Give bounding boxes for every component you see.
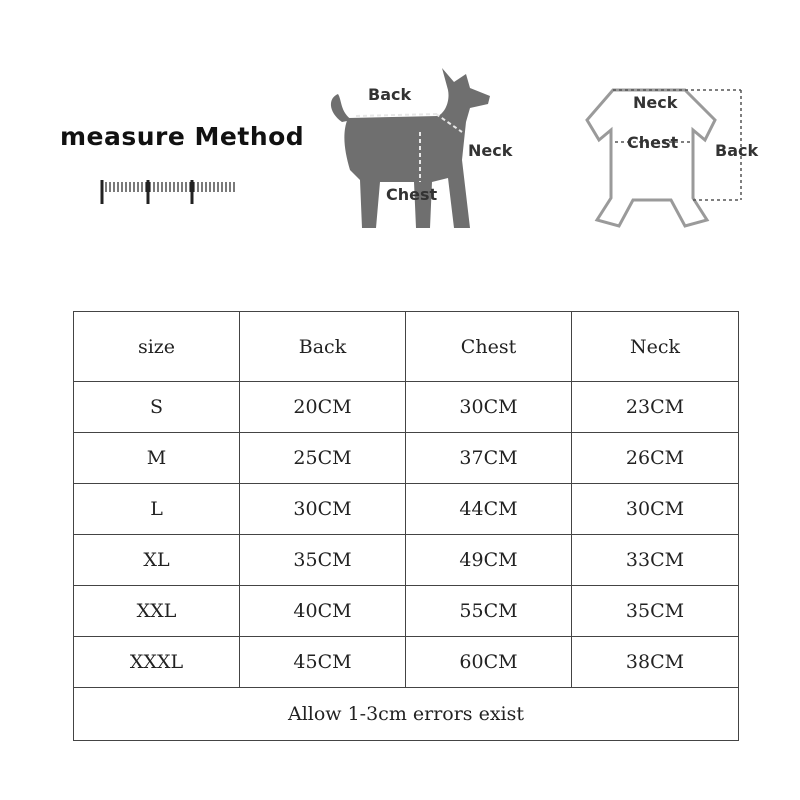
cell-neck: 35CM — [572, 586, 739, 637]
dog-silhouette-icon — [320, 60, 520, 240]
cell-back: 45CM — [240, 637, 406, 688]
cell-neck: 30CM — [572, 484, 739, 535]
measure-method-title: measure Method — [60, 122, 305, 151]
cell-back: 20CM — [240, 382, 406, 433]
cell-back: 25CM — [240, 433, 406, 484]
dog-garment-icon — [575, 70, 775, 240]
cell-size: XXL — [74, 586, 240, 637]
garment-label-back: Back — [715, 141, 759, 160]
cell-chest: 30CM — [406, 382, 572, 433]
dog-label-back: Back — [368, 85, 412, 104]
table-row — [74, 586, 739, 637]
cell-chest: 60CM — [406, 637, 572, 688]
cell-neck: 23CM — [572, 382, 739, 433]
table-row — [74, 535, 739, 586]
cell-chest: 55CM — [406, 586, 572, 637]
dog-label-neck: Neck — [468, 141, 513, 160]
cell-neck: 26CM — [572, 433, 739, 484]
table-row — [74, 637, 739, 688]
column-header-back: Back — [240, 312, 406, 382]
table-note-row — [74, 688, 739, 741]
cell-size: XXXL — [74, 637, 240, 688]
dog-label-chest: Chest — [386, 185, 438, 204]
measure-method-header — [0, 0, 800, 300]
cell-size: XL — [74, 535, 240, 586]
ruler-icon — [100, 178, 240, 208]
cell-chest: 44CM — [406, 484, 572, 535]
garment-label-chest: Chest — [627, 133, 679, 152]
column-header-chest: Chest — [406, 312, 572, 382]
cell-size: M — [74, 433, 240, 484]
cell-back: 35CM — [240, 535, 406, 586]
cell-back: 40CM — [240, 586, 406, 637]
cell-neck: 33CM — [572, 535, 739, 586]
size-chart-table — [73, 311, 739, 741]
table-header-row — [74, 312, 739, 382]
tolerance-note: Allow 1-3cm errors exist — [74, 688, 739, 741]
column-header-size: size — [74, 312, 240, 382]
table-row — [74, 433, 739, 484]
cell-size: S — [74, 382, 240, 433]
cell-chest: 37CM — [406, 433, 572, 484]
cell-neck: 38CM — [572, 637, 739, 688]
garment-label-neck: Neck — [633, 93, 678, 112]
cell-back: 30CM — [240, 484, 406, 535]
table-row — [74, 382, 739, 433]
cell-size: L — [74, 484, 240, 535]
table-row — [74, 484, 739, 535]
cell-chest: 49CM — [406, 535, 572, 586]
column-header-neck: Neck — [572, 312, 739, 382]
